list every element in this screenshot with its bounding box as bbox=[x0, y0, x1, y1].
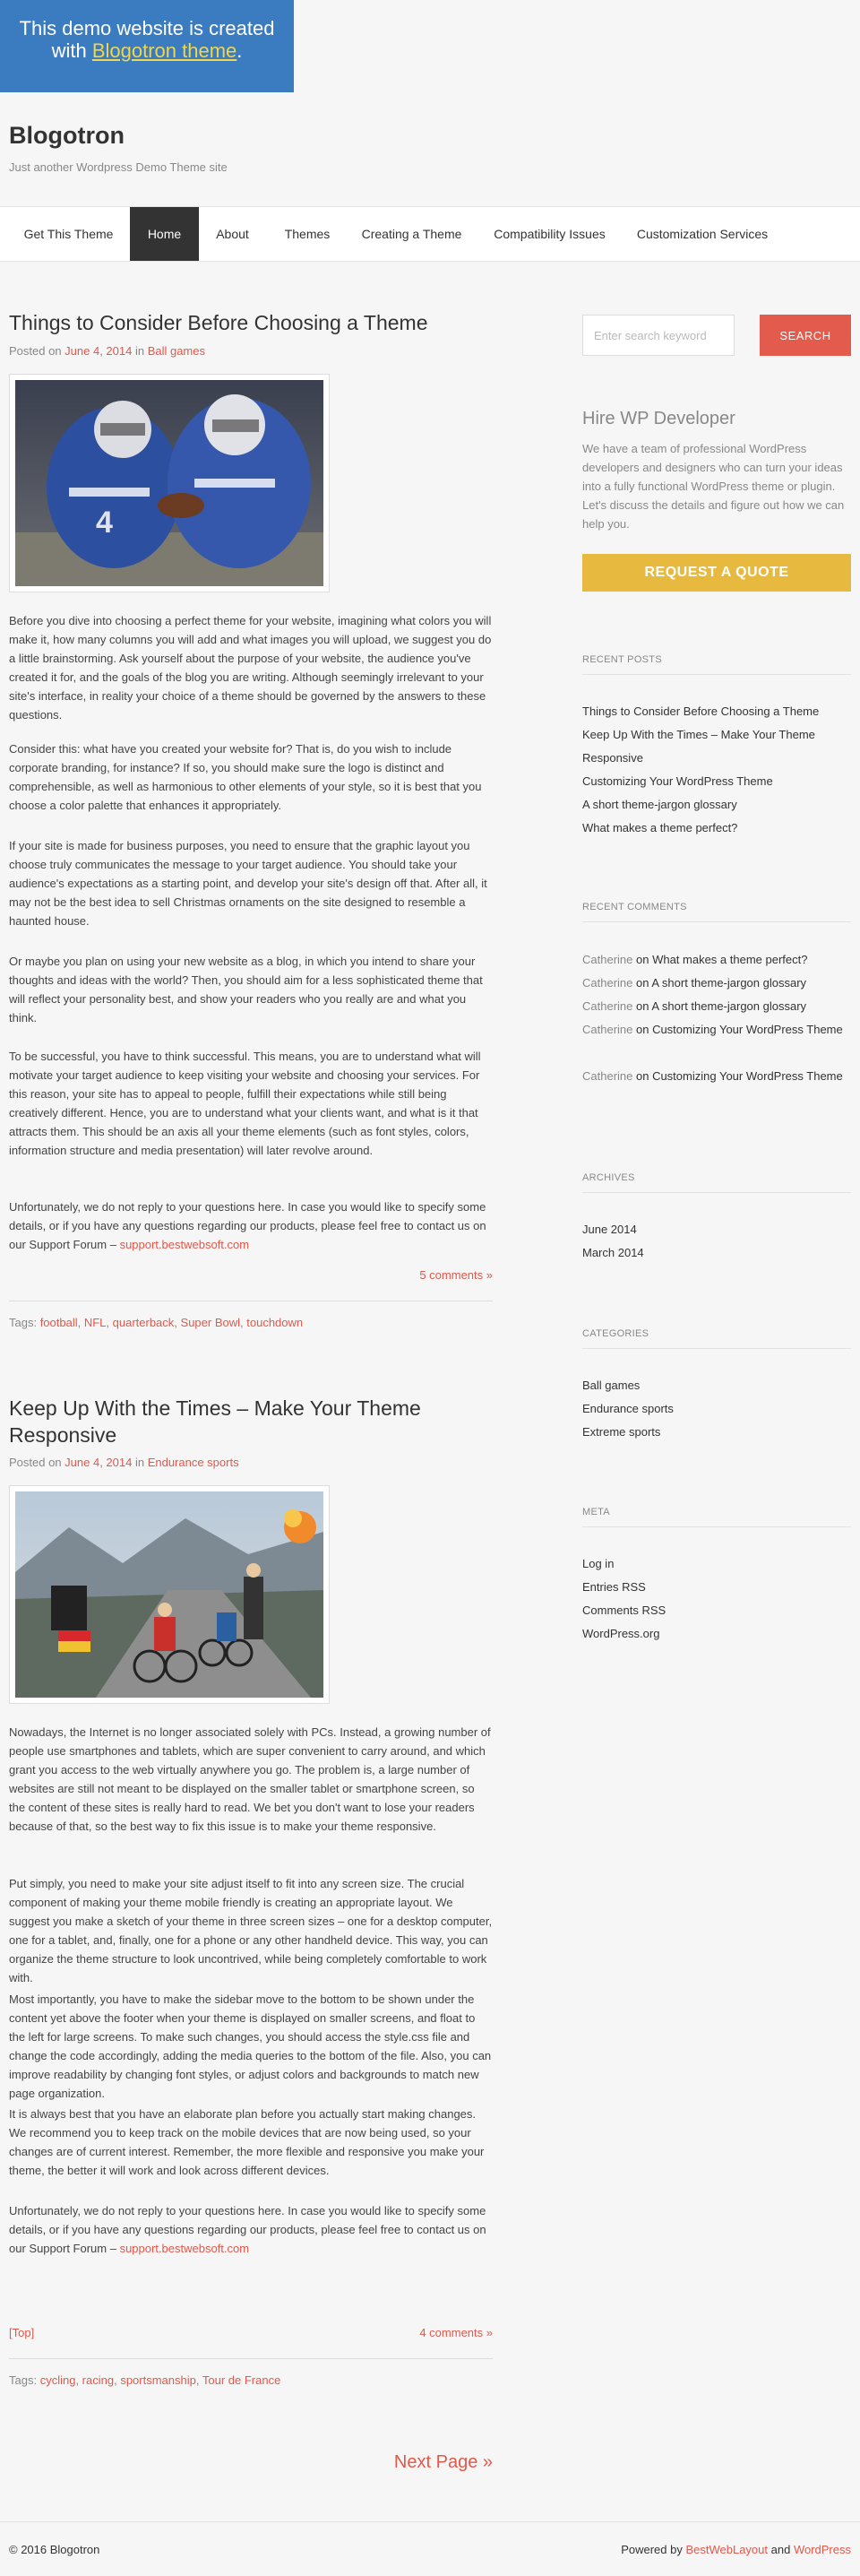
demo-banner-text: This demo website is created with bbox=[19, 17, 275, 62]
post-paragraph: Before you dive into choosing a perfect theme for your website, imagining what colors you will make it, how many columns you will add and what images you will upload, we suggest you do a little brainstorming. Ask yourself about the purpose of your website, the audience you've created it for, and the goals of the blog you are writing. Although seemingly irrelevant to your site's interface, in reality your choice of a theme should be governed by the answers to these questions. bbox=[9, 614, 492, 722]
meta-entries-rss-link[interactable]: Entries RSS bbox=[582, 1580, 646, 1594]
post-2 bbox=[9, 1395, 493, 1448]
comment-author-link[interactable]: Catherine bbox=[582, 999, 633, 1013]
blogotron-theme-link[interactable]: Blogotron theme bbox=[91, 39, 237, 62]
comment-on-label: on bbox=[632, 999, 652, 1013]
comment-author-link[interactable]: Catherine bbox=[582, 976, 633, 990]
tag-link[interactable]: NFL bbox=[83, 1316, 107, 1329]
post-title[interactable]: Keep Up With the Times – Make Your Theme Responsive bbox=[9, 1396, 421, 1447]
comments-link[interactable]: 5 comments » bbox=[419, 1268, 493, 1282]
category-item bbox=[582, 1374, 851, 1397]
post-meta bbox=[9, 1456, 493, 1469]
archive-link[interactable]: June 2014 bbox=[582, 1223, 637, 1236]
post-2-thumbnail[interactable] bbox=[9, 1485, 330, 1704]
archive-item bbox=[582, 1218, 851, 1241]
archive-item bbox=[582, 1241, 851, 1265]
comment-post-link[interactable]: Customizing Your WordPress Theme bbox=[652, 1023, 843, 1036]
request-quote-button[interactable]: REQUEST A QUOTE bbox=[582, 554, 851, 592]
powered-by-label: Powered by bbox=[621, 2543, 686, 2556]
support-forum-link[interactable]: support.bestwebsoft.com bbox=[119, 1238, 250, 1251]
recent-comment-item bbox=[582, 972, 851, 995]
comment-post-link[interactable]: Customizing Your WordPress Theme bbox=[652, 1069, 843, 1083]
tags-label: Tags: bbox=[9, 2373, 40, 2387]
post-tags: Tags: cycling, racing, sportsmanship, Tour de France bbox=[9, 2373, 281, 2387]
tags-label: Tags: bbox=[9, 1316, 40, 1329]
site-title[interactable]: Blogotron bbox=[9, 122, 125, 149]
nav-item-customization-services[interactable]: Customization Services bbox=[636, 227, 769, 241]
comment-author-link[interactable]: Catherine bbox=[582, 953, 633, 966]
svg-text:4: 4 bbox=[96, 506, 113, 540]
tag-link[interactable]: football bbox=[39, 1316, 78, 1329]
widget-divider bbox=[582, 1192, 851, 1193]
cycling-photo bbox=[15, 1491, 323, 1698]
back-to-top-link[interactable]: [Top] bbox=[9, 2326, 35, 2339]
post-title[interactable]: Things to Consider Before Choosing a Theme bbox=[9, 311, 428, 334]
nav-item-themes[interactable]: Themes bbox=[284, 227, 331, 241]
and-label: and bbox=[768, 2543, 794, 2556]
post-paragraph: Consider this: what have you created your website for? That is, do you wish to include corporate branding, for instance? If so, you should make sure the logo is distinct and comprehensible, as well as harmonious to other elements of your style, so it is best that you choose a color palette that enhances it appropriately. bbox=[9, 742, 482, 812]
meta-login-link[interactable]: Log in bbox=[582, 1557, 615, 1570]
search-button[interactable]: SEARCH bbox=[760, 315, 851, 356]
recent-post-item bbox=[582, 770, 851, 793]
meta-wordpress-link[interactable]: WordPress.org bbox=[582, 1627, 660, 1640]
post-paragraph: Most importantly, you have to make the sidebar move to the bottom to be shown under the content yet above the footer when your theme is displayed on smaller screens, and float to the left for large screens. To make such changes, you should access the style.css file and change the code accordingly, adding the media queries to the bottom of the file. Also, you can improve readability by changing font styles, or adjust colors and backgrounds to match new page organization. bbox=[9, 1993, 492, 2100]
posted-on-label: Posted on bbox=[9, 344, 65, 358]
in-label: in bbox=[132, 344, 148, 358]
site-footer bbox=[0, 2521, 860, 2576]
tag-link[interactable]: racing bbox=[82, 2373, 115, 2387]
archives-heading: ARCHIVES bbox=[582, 1172, 635, 1183]
recent-post-item bbox=[582, 723, 851, 770]
support-text: Unfortunately, we do not reply to your questions here. In case you would like to specify some details, or if you have any questions regarding our products, please feel free to contact us on our Support Forum – bbox=[9, 1200, 486, 1251]
post-paragraph: Or maybe you plan on using your new website as a blog, in which you intend to share your thoughts and ideas with the world? Then, you should aim for a less sophisticated theme that will reflect your personality best, and show your readers who you really are and what you think. bbox=[9, 955, 483, 1024]
tag-link[interactable]: Super Bowl bbox=[180, 1316, 241, 1329]
post-divider bbox=[9, 2358, 493, 2359]
post-1 bbox=[9, 309, 493, 336]
comment-on-label: on bbox=[632, 953, 653, 966]
posted-on-label: Posted on bbox=[9, 1456, 65, 1469]
nav-item-home[interactable]: Home bbox=[130, 207, 199, 261]
post-paragraph: If your site is made for business purposes, you need to ensure that the graphic layout you choose truly communicates the message to your target audience. You should take your audience's expectations as a starting point, and develop your site's design off that. After all, it may not be the best idea to sell Christmas ornaments on the site designed to resemble a haunted house. bbox=[9, 839, 487, 928]
comment-author-link[interactable]: Catherine bbox=[582, 1069, 633, 1083]
post-paragraph: It is always best that you have an elaborate plan before you actually start making changes. We recommend you to keep track on the mobile devices that are now being used, so your changes are of current interest. Remember, the more flexible and responsive you make your theme, the better it will work and look across different devices. bbox=[9, 2107, 485, 2177]
category-link[interactable]: Extreme sports bbox=[582, 1425, 661, 1439]
meta-item bbox=[582, 1576, 851, 1599]
recent-post-item bbox=[582, 700, 851, 723]
recent-post-link[interactable]: Customizing Your WordPress Theme bbox=[582, 774, 773, 788]
meta-comments-rss-link[interactable]: Comments RSS bbox=[582, 1604, 666, 1617]
recent-post-link[interactable]: Things to Consider Before Choosing a Theme bbox=[582, 705, 820, 718]
post-paragraph: To be successful, you have to think successful. This means, you are to understand what will motivate your target audience to keep visiting your website and choosing your services. For this reason, your site has to appeal to people, fulfill their expectations while still being creatively different. Hence, you are to understand what your clients want, and what is it that attracts them. This should be an axis all your theme elements (such as font styles, colors, information structure and media presentation) will later revolve around. bbox=[9, 1050, 481, 1157]
support-note bbox=[9, 2201, 493, 2258]
support-forum-link[interactable]: support.bestwebsoft.com bbox=[119, 2242, 250, 2255]
widget-divider bbox=[582, 1348, 851, 1349]
archive-link[interactable]: March 2014 bbox=[582, 1246, 644, 1259]
demo-banner bbox=[0, 0, 294, 92]
bestweblayout-link[interactable]: BestWebLayout bbox=[685, 2543, 769, 2556]
post-paragraph: Put simply, you need to make your site adjust itself to fit into any screen size. The crucial component of making your theme mobile friendly is creating an appropriate layout. We suggest you make a sketch of your theme in three screen sizes – one for a desktop computer, one for a tablet, and, finally, one for a phone or any other handheld device. This way, you can organize the theme structure to look uncontrived, while being completely comfortable to work with. bbox=[9, 1877, 493, 1984]
comment-on-label: on bbox=[632, 976, 652, 990]
comment-author-link[interactable]: Catherine bbox=[582, 1023, 633, 1036]
hire-text: We have a team of professional WordPress developers and designers who can turn your ideas into a fully functional WordPress theme or plugin. Let's discuss the details and figure out how we can help you. bbox=[582, 442, 845, 531]
support-text: Unfortunately, we do not reply to your questions here. In case you would like to specify some details, or if you have any questions regarding our products, please feel free to contact us on our Support Forum – bbox=[9, 2204, 486, 2255]
comment-on-label: on bbox=[632, 1069, 653, 1083]
recent-comment-item bbox=[582, 1018, 851, 1042]
nav-item-creating-a-theme[interactable]: Creating a Theme bbox=[361, 227, 462, 241]
recent-post-item bbox=[582, 817, 851, 840]
site-tagline: Just another Wordpress Demo Theme site bbox=[9, 160, 228, 174]
recent-post-item bbox=[582, 793, 851, 817]
tag-link[interactable]: sportsmanship bbox=[120, 2373, 196, 2387]
search-input[interactable] bbox=[582, 315, 735, 356]
tag-link[interactable]: Tour de France bbox=[202, 2373, 281, 2387]
comment-post-link[interactable]: A short theme-jargon glossary bbox=[651, 999, 807, 1013]
nav-item-compatibility-issues[interactable]: Compatibility Issues bbox=[494, 227, 606, 241]
comment-post-link[interactable]: A short theme-jargon glossary bbox=[651, 976, 807, 990]
tag-link[interactable]: cycling bbox=[39, 2373, 76, 2387]
meta-item bbox=[582, 1622, 851, 1646]
footer-credits bbox=[621, 2543, 851, 2556]
comments-link[interactable]: 4 comments » bbox=[419, 2326, 493, 2339]
hire-title: Hire WP Developer bbox=[582, 409, 735, 428]
meta-item bbox=[582, 1599, 851, 1622]
in-label: in bbox=[132, 1456, 148, 1469]
football-photo bbox=[15, 380, 323, 586]
post-category-link[interactable]: Ball games bbox=[147, 344, 205, 358]
footer-copyright: © 2016 Blogotron bbox=[9, 2543, 100, 2556]
recent-posts-heading: RECENT POSTS bbox=[582, 654, 662, 665]
support-note bbox=[9, 1197, 493, 1254]
category-link[interactable]: Endurance sports bbox=[582, 1402, 674, 1415]
post-1-thumbnail[interactable] bbox=[9, 374, 330, 592]
category-item bbox=[582, 1397, 851, 1421]
recent-comments-heading: RECENT COMMENTS bbox=[582, 902, 687, 912]
recent-comment-item bbox=[582, 995, 851, 1018]
category-item bbox=[582, 1421, 851, 1444]
recent-post-link[interactable]: A short theme-jargon glossary bbox=[582, 798, 737, 811]
widget-divider bbox=[582, 1526, 851, 1527]
comment-post-link[interactable]: What makes a theme perfect? bbox=[652, 953, 808, 966]
tag-link[interactable]: quarterback bbox=[112, 1316, 175, 1329]
category-link[interactable]: Ball games bbox=[582, 1379, 641, 1392]
post-tags: Tags: football, NFL, quarterback, Super Bowl, touchdown bbox=[9, 1316, 304, 1329]
nav-item-get-this-theme[interactable]: Get This Theme bbox=[23, 227, 114, 241]
post-date-link[interactable]: June 4, 2014 bbox=[64, 1456, 133, 1469]
meta-heading: META bbox=[582, 1507, 610, 1517]
next-page-link[interactable]: Next Page » bbox=[393, 2452, 493, 2472]
post-meta bbox=[9, 344, 493, 358]
nav-item-about[interactable]: About bbox=[216, 227, 249, 241]
widget-divider bbox=[582, 674, 851, 675]
meta-item bbox=[582, 1552, 851, 1576]
tag-link[interactable]: touchdown bbox=[246, 1316, 304, 1329]
wordpress-link[interactable]: WordPress bbox=[793, 2543, 851, 2556]
recent-post-link[interactable]: What makes a theme perfect? bbox=[582, 821, 738, 834]
main-navigation bbox=[0, 206, 860, 262]
recent-comment-item bbox=[582, 1065, 851, 1088]
post-category-link[interactable]: Endurance sports bbox=[147, 1456, 239, 1469]
comment-on-label: on bbox=[632, 1023, 653, 1036]
post-paragraph: Nowadays, the Internet is no longer associated solely with PCs. Instead, a growing number of people use smartphones and tablets, which are super convenient to carry around, and which grant you access to the web virtually anywhere you go. The problem is, a large number of websites are still not meant to be displayed on the smaller tablet or smartphone screen, so the content of these sites is really hard to read. We bet you don't want to lose your readers because of that, so the best way to fix this issue is to make your theme responsive. bbox=[9, 1725, 491, 1833]
demo-banner-suffix: . bbox=[236, 39, 243, 62]
widget-divider bbox=[582, 921, 851, 922]
recent-comment-item bbox=[582, 948, 851, 972]
recent-post-link[interactable]: Keep Up With the Times – Make Your Theme Responsive bbox=[582, 728, 815, 765]
post-date-link[interactable]: June 4, 2014 bbox=[64, 344, 133, 358]
categories-heading: CATEGORIES bbox=[582, 1328, 649, 1339]
